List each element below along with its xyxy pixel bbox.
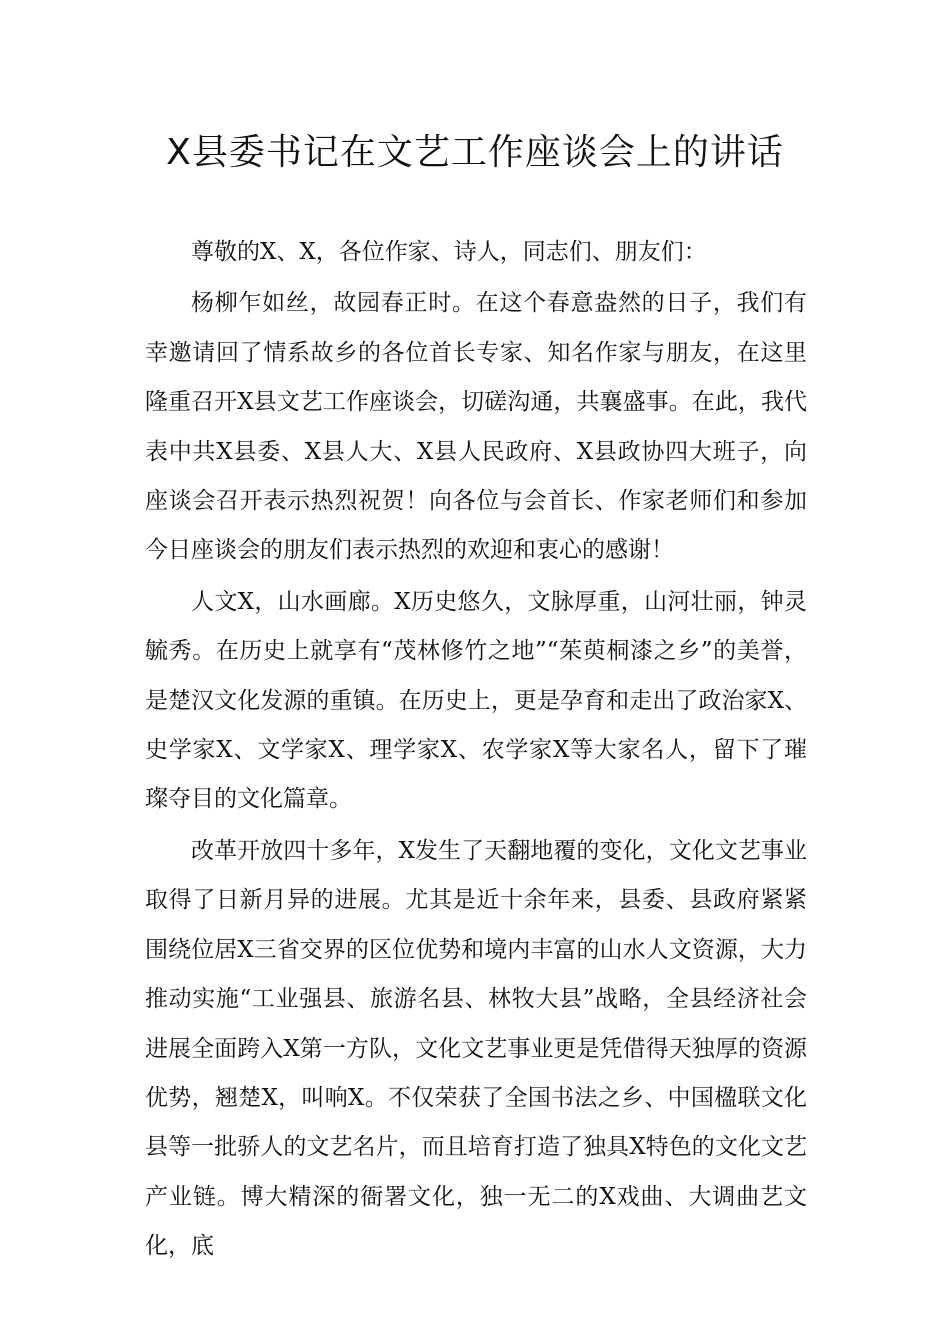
paragraph-reform: 改革开放四十多年，X发生了天翻地覆的变化，文化文艺事业取得了日新月异的进展。尤其是近十余年来，县委、县政府紧紧围绕位居X三省交界的区位优势和境内丰富的山水人文资源，大力推动实施“工业强县、旅游名县、林牧大县”战略，全县经济社会进展全面跨入X第一方队，文化文艺事业更是凭借得天独厚的资源优势，翘楚X，叫响X。不仅荣获了全国书法之乡、中国楹联文化县等一批骄人的文艺名片，而且培育打造了独具X特色的文化文艺产业链。博大精深的衙署文化，独一无二的X戏曲、大调曲艺文化，底 (145, 837, 807, 1260)
paragraph-salutation: 尊敬的X、X，各位作家、诗人，同志们、朋友们： (191, 239, 707, 265)
document-title: X县委书记在文艺工作座谈会上的讲话 (166, 132, 784, 173)
document-body (145, 228, 807, 1274)
paragraph-opening: 杨柳乍如丝，故园春正时。在这个春意盎然的日子，我们有幸邀请回了情系故乡的各位首长专家、知名作家与朋友，在这里隆重召开X县文艺工作座谈会，切磋沟通，共襄盛事。在此，我代表中共X县委、X县人大、X县人民政府、X县政协四大班子，向座谈会召开表示热烈祝贺！向各位与会首长、作家老师们和参加今日座谈会的朋友们表示热烈的欢迎和衷心的感谢！ (145, 290, 807, 564)
paragraph-history: 人文X，山水画廊。X历史悠久，文脉厚重，山河壮丽，钟灵毓秀。在历史上就享有“茂林修竹之地”“茱萸桐漆之乡”的美誉，是楚汉文化发源的重镇。在历史上，更是孕育和走出了政治家X、史学家X、文学家X、理学家X、农学家X等大家名人，留下了璀璨夺目的文化篇章。 (145, 588, 807, 813)
